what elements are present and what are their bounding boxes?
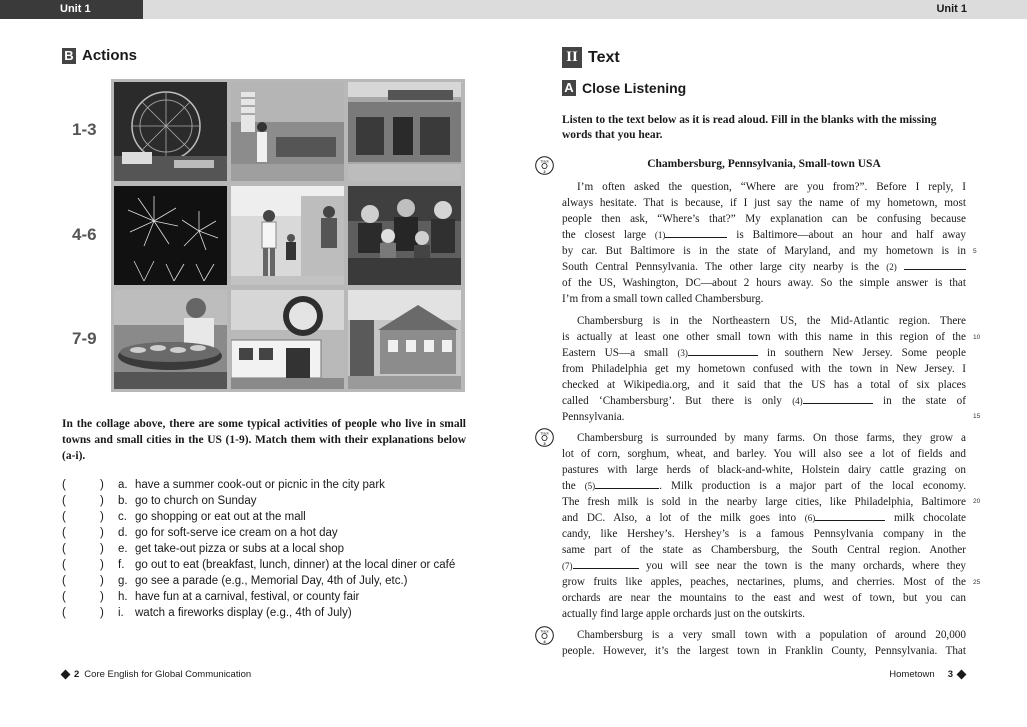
item-text: have a summer cook-out or picnic in the city park — [135, 479, 385, 491]
item-text: go see a parade (e.g., Memorial Day, 4th of July, etc.) — [135, 575, 408, 587]
answer-open: ( — [62, 495, 66, 507]
answer-blank-3[interactable] — [688, 345, 758, 356]
section-a-letter: A — [562, 80, 576, 96]
item-letter: b. — [118, 495, 128, 507]
item-text: go shopping or eat out at the mall — [135, 511, 306, 523]
item-letter: c. — [118, 511, 127, 523]
book-title: Core English for Global Communication — [84, 669, 252, 680]
track-number: 3 — [543, 441, 546, 446]
text-line — [562, 478, 966, 494]
ice-cream-shop-photo — [231, 290, 344, 389]
matching-item — [62, 541, 482, 557]
blank-number: (6) — [804, 513, 816, 523]
answer-blank-6[interactable] — [815, 510, 885, 521]
text-line — [562, 510, 966, 526]
footer-right — [889, 669, 965, 680]
matching-item — [62, 605, 482, 621]
section-a-title: Close Listening — [582, 80, 687, 96]
text-fragment: . Milk production is a major part of the local economy. — [659, 480, 967, 492]
blank-number: (7) — [562, 561, 573, 571]
section-b-heading — [62, 47, 137, 64]
blank-number: (4) — [792, 396, 803, 406]
item-text: have fun at a carnival, festival, or county fair — [135, 591, 360, 603]
church-family-photo — [348, 186, 461, 285]
answer-blank-5[interactable] — [595, 478, 659, 489]
row-label-7-9: 7-9 — [72, 329, 97, 348]
text-fragment: South Central Pennsylvania. The other large city nearby is the — [562, 261, 880, 273]
unit-label-right: Unit 1 — [936, 3, 967, 15]
text-fragment: the — [562, 480, 576, 492]
paragraph-2 — [562, 313, 966, 425]
chapter-label: Hometown — [889, 669, 935, 680]
item-text: go out to eat (breakfast, lunch, dinner) at the local diner or café — [135, 559, 456, 571]
answer-open: ( — [62, 543, 66, 555]
item-text: get take-out pizza or subs at a local shop — [135, 543, 345, 555]
section-b-title: Actions — [82, 47, 138, 64]
text-fragment: Eastern US—a small — [562, 347, 669, 359]
text-line: from Philadelphia get my hometown confused with the town in New Jersey. I — [562, 363, 966, 375]
row-label-4-6: 4-6 — [72, 225, 97, 244]
text-line: always hesitate. That is because, if I just say the name of my hometown, most — [562, 197, 966, 209]
line-number: 20 — [973, 498, 981, 505]
text-fragment: in the state of — [882, 395, 966, 407]
text-line: I’m from a small town called Chambersburg. — [562, 293, 764, 305]
section-ii-title: Text — [588, 48, 620, 66]
text-line — [562, 227, 966, 243]
answer-close: ) — [100, 511, 104, 523]
item-text: go to church on Sunday — [135, 495, 257, 507]
collage-instructions: In the collage above, there are some typical activities of people who live in small towns and small cities in the US (1-9). Match them with their explanations below (a-i). — [62, 418, 466, 462]
text-fragment: you will see near the town is the many orchards, where they — [646, 560, 967, 572]
matching-item — [62, 525, 482, 541]
text-line: actually find large apple orchards just on the outskirts. — [562, 608, 806, 620]
audio-track-icon[interactable] — [535, 428, 554, 447]
text-line: lot of corn, sorghum, wheat, and barley. You will also see a lot of fields and — [562, 448, 966, 460]
audio-track-icon[interactable] — [535, 626, 554, 645]
matching-item — [62, 557, 482, 573]
answer-close: ) — [100, 559, 104, 571]
carnival-photo — [114, 82, 227, 181]
text-line: grow fruits like apples, peaches, nectarines, plums, and cherries. Most of the — [562, 576, 966, 588]
track-number: 4 — [543, 639, 546, 644]
paragraph-4 — [562, 627, 966, 659]
text-line: checked at Wikipedia.org, and it said that the US has a total of six places — [562, 379, 966, 391]
text-title: Chambersburg, Pennsylvania, Small-town USA — [647, 158, 881, 170]
answer-close: ) — [100, 479, 104, 491]
answer-open: ( — [62, 559, 66, 571]
text-line: by car. But Baltimore is in the state of Maryland, and my hometown is in — [562, 245, 966, 257]
text-fragment: in southern New Jersey. Some people — [767, 347, 966, 359]
footer-left — [62, 669, 251, 680]
row-label-1-3: 1-3 — [72, 120, 97, 139]
answer-blank-7[interactable] — [573, 558, 639, 569]
matching-list — [62, 477, 482, 621]
line-number: 10 — [973, 334, 981, 341]
pizza-shop-photo — [348, 82, 461, 181]
text-line: Pennsylvania. — [562, 411, 625, 423]
text-line: of the US, Washington, DC—about 2 hours away. So the simple answer is that — [562, 277, 966, 289]
text-line — [562, 393, 966, 409]
text-line — [562, 345, 966, 361]
text-fragment: the closest large — [562, 229, 647, 241]
diamond-icon — [61, 670, 71, 680]
line-number: 15 — [973, 413, 981, 420]
county-fair-barn-photo — [348, 290, 461, 389]
text-line: orchards are near the mountains to the east and west of town, but you can — [562, 592, 966, 604]
answer-open: ( — [62, 479, 66, 491]
matching-item — [62, 509, 482, 525]
section-ii-heading — [562, 47, 620, 68]
track-label: Track — [540, 431, 549, 436]
page-number-right: 3 — [947, 669, 953, 680]
page-number-left: 2 — [74, 669, 80, 680]
answer-blank-1[interactable] — [665, 227, 727, 238]
blank-number: (2) — [886, 262, 897, 272]
audio-track-icon[interactable] — [535, 156, 554, 175]
text-line: candy, like Hershey’s. Hershey’s is a famous Pennsylvania company in the — [562, 528, 966, 540]
blank-number: (3) — [677, 348, 688, 358]
text-line: people then ask, “Where’s that?” My explanation can be confusing because — [562, 213, 966, 225]
text-fragment: milk chocolate — [893, 512, 967, 524]
answer-open: ( — [62, 511, 66, 523]
text-line: Chambersburg is a very small town with a population of around 20,000 — [577, 629, 966, 641]
answer-close: ) — [100, 607, 104, 619]
answer-open: ( — [62, 527, 66, 539]
track-label: Track — [540, 159, 549, 164]
matching-item — [62, 573, 482, 589]
answer-close: ) — [100, 575, 104, 587]
photo-collage — [111, 79, 465, 392]
answer-close: ) — [100, 495, 104, 507]
answer-close: ) — [100, 527, 104, 539]
header-bar-left-fill — [143, 0, 513, 19]
paragraph-1 — [562, 179, 966, 307]
listening-instructions: Listen to the text below as it is read aloud. Fill in the blanks with the missing words that you hear. — [562, 114, 937, 141]
track-number: 2 — [543, 169, 546, 174]
unit-label-left: Unit 1 — [60, 3, 91, 15]
text-line: people. However, it’s the largest town in Franklin County, Pennsylvania. That — [562, 645, 966, 657]
item-text: go for soft-serve ice cream on a hot day — [135, 527, 338, 539]
diamond-icon — [957, 670, 967, 680]
cookout-grill-photo — [114, 290, 227, 389]
blank-number: (1) — [654, 230, 666, 240]
text-line: same part of the state as Chambersburg, the South Central region. Another — [562, 544, 966, 556]
text-line: The fresh milk is sold in the nearby large cities, like Philadelphia, Baltimore — [562, 496, 966, 508]
text-fragment: called ‘Chambersburg’. But there is only — [562, 395, 782, 407]
paragraph-3 — [562, 430, 966, 622]
answer-blank-2[interactable] — [904, 259, 966, 270]
text-line: I’m often asked the question, “Where are you from?”. Before I reply, I — [577, 181, 966, 193]
item-letter: e. — [118, 543, 128, 555]
text-line: pastures with large herds of black-and-white, Holstein dairy cattle grazing on — [562, 464, 966, 476]
answer-close: ) — [100, 543, 104, 555]
answer-open: ( — [62, 575, 66, 587]
answer-open: ( — [62, 607, 66, 619]
item-letter: g. — [118, 575, 128, 587]
item-letter: h. — [118, 591, 128, 603]
section-a-heading — [562, 80, 686, 96]
text-line: is actually at least one other small town with this name in this region of the — [562, 331, 966, 343]
parade-photo — [231, 82, 344, 181]
item-letter: d. — [118, 527, 128, 539]
answer-open: ( — [62, 591, 66, 603]
text-line: Chambersburg is surrounded by many farms. On those farms, they grow a — [577, 432, 966, 444]
matching-item — [62, 477, 482, 493]
item-text: watch a fireworks display (e.g., 4th of July) — [135, 607, 352, 619]
text-fragment: and DC. Also, a lot of the milk goes into — [562, 512, 797, 524]
text-line: Chambersburg is in the Northeastern US, the Mid-Atlantic region. There — [577, 315, 966, 327]
item-letter: i. — [118, 607, 124, 619]
mall-shopping-photo — [231, 186, 344, 285]
matching-item — [62, 493, 482, 509]
answer-close: ) — [100, 591, 104, 603]
item-letter: a. — [118, 479, 128, 491]
blank-number: (5) — [584, 481, 596, 491]
line-number: 5 — [973, 248, 977, 255]
section-b-letter: B — [62, 48, 76, 64]
fireworks-photo — [114, 186, 227, 285]
answer-blank-4[interactable] — [803, 393, 873, 404]
text-fragment: is Baltimore—about an hour and half away — [736, 229, 966, 241]
text-line — [562, 558, 966, 574]
item-letter: f. — [118, 559, 125, 571]
track-label: Track — [540, 629, 549, 634]
matching-item — [62, 589, 482, 605]
text-line — [562, 259, 966, 275]
section-ii-numeral: II — [562, 47, 582, 68]
line-number: 25 — [973, 579, 981, 586]
